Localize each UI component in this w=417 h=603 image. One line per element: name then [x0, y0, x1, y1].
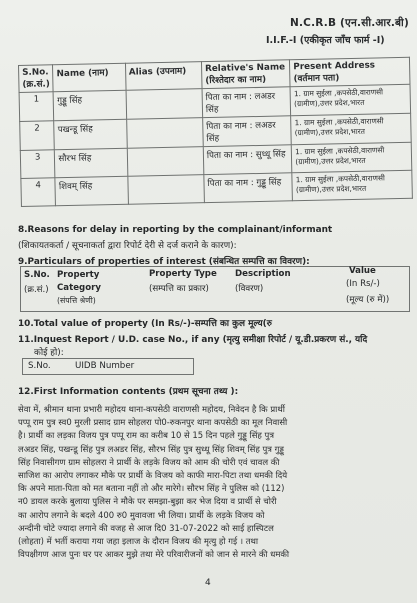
row-alias	[128, 175, 205, 205]
row-alias	[126, 89, 203, 120]
section-11-title: 11.Inquest Report / U.D. case No., if any (मृत्यु समीक्षा रिपोर्ट / यू.डी.प्रकरण सं., यदि	[18, 335, 368, 345]
section-12-title: 12.First Information contents (प्रथम सूचना तथ्य ):	[18, 387, 239, 397]
column-header-address: Present Address (वर्तमान पता)	[290, 57, 410, 87]
property-col-property: Property	[57, 270, 100, 280]
row-relative: पिता का नाम : लअडर सिंह	[202, 87, 291, 118]
row-name: शिवम् सिंह	[55, 176, 128, 206]
section-8-title: 8.Reasons for delay in reporting by the complainant/informant	[18, 225, 333, 235]
row-sno: 2	[20, 121, 55, 151]
row-sno: 1	[19, 92, 54, 122]
iif-form-header: I.I.F.-I (एकीकृत जाँच फार्म -I)	[266, 35, 385, 46]
row-alias	[127, 147, 204, 177]
uidb-number-label: UIDB Number	[75, 361, 135, 371]
section-10-total-value: 10.Total value of property (In Rs/-)-सम्पत्ति का कुल मूल्य(रु	[18, 319, 272, 329]
row-address: 1. ग्राम सुईला ,कपसेठी,वाराणसी (ग्रामीण),उत्तर प्रदेश,भारत	[291, 142, 411, 173]
ncrb-header: N.C.R.B (एन.सी.आर.बी)	[290, 17, 409, 29]
row-sno: 3	[20, 150, 55, 179]
first-information-text	[18, 403, 408, 561]
section-11-title-cont: कोई हो):	[34, 348, 64, 358]
row-name: गुड्डू सिंह	[54, 90, 127, 121]
fir-text-line: पप्पू राम पुत्र स्व0 मुरली प्रसाद ग्राम सोहलरा पो0-रुकनपुर थाना कपसेठी का मूल निवासी	[18, 417, 288, 428]
fir-text-line: लअडर सिंह, पखन्डू सिंह पुत्र लअडर सिंह, सौरभ सिंह पुत्र सुध्धू सिंह शिवम् सिंह पुत्र गुड्डू	[18, 443, 284, 454]
property-col-description: Description	[235, 269, 291, 279]
fir-text-line: है। प्रार्थी का लड़का विजय पुत्र पप्पू राम का करीब 10 से 15 दिन पहले गुड्डू सिंह पुत्र	[18, 430, 275, 441]
section-9-title: 9.Particulars of properties of interest (संबन्धित सम्पत्ति का विवरण):	[18, 257, 310, 267]
fir-text-line: (लोहता) में भर्ती कराया गया जहा इलाज के दौरान विजय की मृत्यु हो गई । तथा	[18, 536, 259, 547]
property-col-type: Property Type	[149, 269, 217, 279]
property-col-sno-hi: (क्र.सं.)	[24, 285, 49, 295]
uidb-sno-label: S.No.	[28, 361, 51, 371]
fir-text-line: न0 डायल करके बुलाया पुलिस ने मौके पर समझा-बुझा कर भेज दिया व प्रार्थी से चोरी	[18, 496, 277, 507]
row-name: पखन्डू सिंह	[54, 119, 127, 150]
row-address: 1. ग्राम सुईला ,कपसेठी,वाराणसी (ग्रामीण),उत्तर प्रदेश,भारत	[292, 170, 412, 201]
page-number: 4	[205, 578, 211, 588]
fir-text-line: साजिश का आरोप लगाकर मौके पर प्रार्थी के विजय को काफी मारा-पिटा तथा धमकी दिये	[18, 470, 288, 481]
row-address: 1. ग्राम सुईला ,कपसेठी,वाराणसी (ग्रामीण),उत्तर प्रदेश,भारत	[290, 84, 410, 116]
property-col-description-hi: (विवरण)	[235, 284, 264, 294]
fir-text-line: विपक्षीगण आज पुनः घर पर आकर मुझे तथा मेरे परिवारीजनों को जान से मारने की धमकी	[18, 549, 290, 560]
column-header-alias: Alias (उपनाम)	[125, 62, 202, 91]
column-header-name: Name (नाम)	[53, 63, 126, 92]
property-col-type-hi: (सम्पत्ति का प्रकार)	[149, 284, 209, 294]
property-col-value-unit: (In Rs/-)	[346, 279, 380, 289]
row-name: सौरभ सिंह	[55, 148, 128, 178]
section-8-subtitle: (शिकायतकर्ता / सूचनाकर्ता द्वारा रिपोर्ट देरी से दर्ज कराने के कारण):	[18, 241, 237, 251]
uidb-table	[22, 358, 194, 375]
row-sno: 4	[21, 178, 56, 207]
column-header-sno: S.No. (क्र.सं.)	[19, 65, 54, 93]
property-col-value: Value	[349, 266, 376, 276]
fir-text-line: सेवा में, श्रीमान थाना प्रभारी महोदय थाना-कपसेठी वाराणसी महोदय, निवेदन है कि प्रार्थी	[18, 404, 285, 414]
fir-text-line: सिंह निवासीगण ग्राम सोहलरा ने प्रार्थी के लड़के विजय को आम की चोरी एवं चावल की	[18, 456, 280, 467]
accused-persons-table	[18, 57, 413, 207]
property-col-value-hi: (मूल्य (रु में))	[346, 295, 390, 305]
property-col-category-hi: (संपत्ति श्रेणी)	[57, 296, 96, 305]
row-relative: पिता का नाम : लअडर सिंह	[203, 116, 292, 147]
property-col-sno: S.No.	[24, 270, 50, 280]
row-relative: पिता का नाम : गुड्डू सिंह	[204, 173, 293, 203]
row-relative: पिता का नाम : सुध्धू सिंह	[203, 145, 292, 175]
row-alias	[126, 118, 203, 149]
column-header-relative: Relative's Name (रिश्तेदार का नाम)	[201, 60, 290, 89]
fir-text-line: का आरोप लगाने के बदले 400 रु0 मुवावजा भी लिया। प्रार्थी के लड़के विजय को	[18, 509, 265, 520]
row-address: 1. ग्राम सुईला ,कपसेठी,वाराणसी (ग्रामीण),उत्तर प्रदेश,भारत	[291, 113, 411, 145]
property-table	[20, 266, 410, 312]
fir-text-line: अन्दीनी चोटे ज्यादा लगाने की वजह से आज दि0 31-07-2022 को साई हास्पिटल	[18, 522, 274, 533]
property-col-category: Category	[57, 283, 101, 293]
fir-text-line: कि अपने माता-पिता को मत बताना नहीं तो और मारेगे। सौरभ सिंह ने पुलिस को (112)	[18, 483, 285, 494]
